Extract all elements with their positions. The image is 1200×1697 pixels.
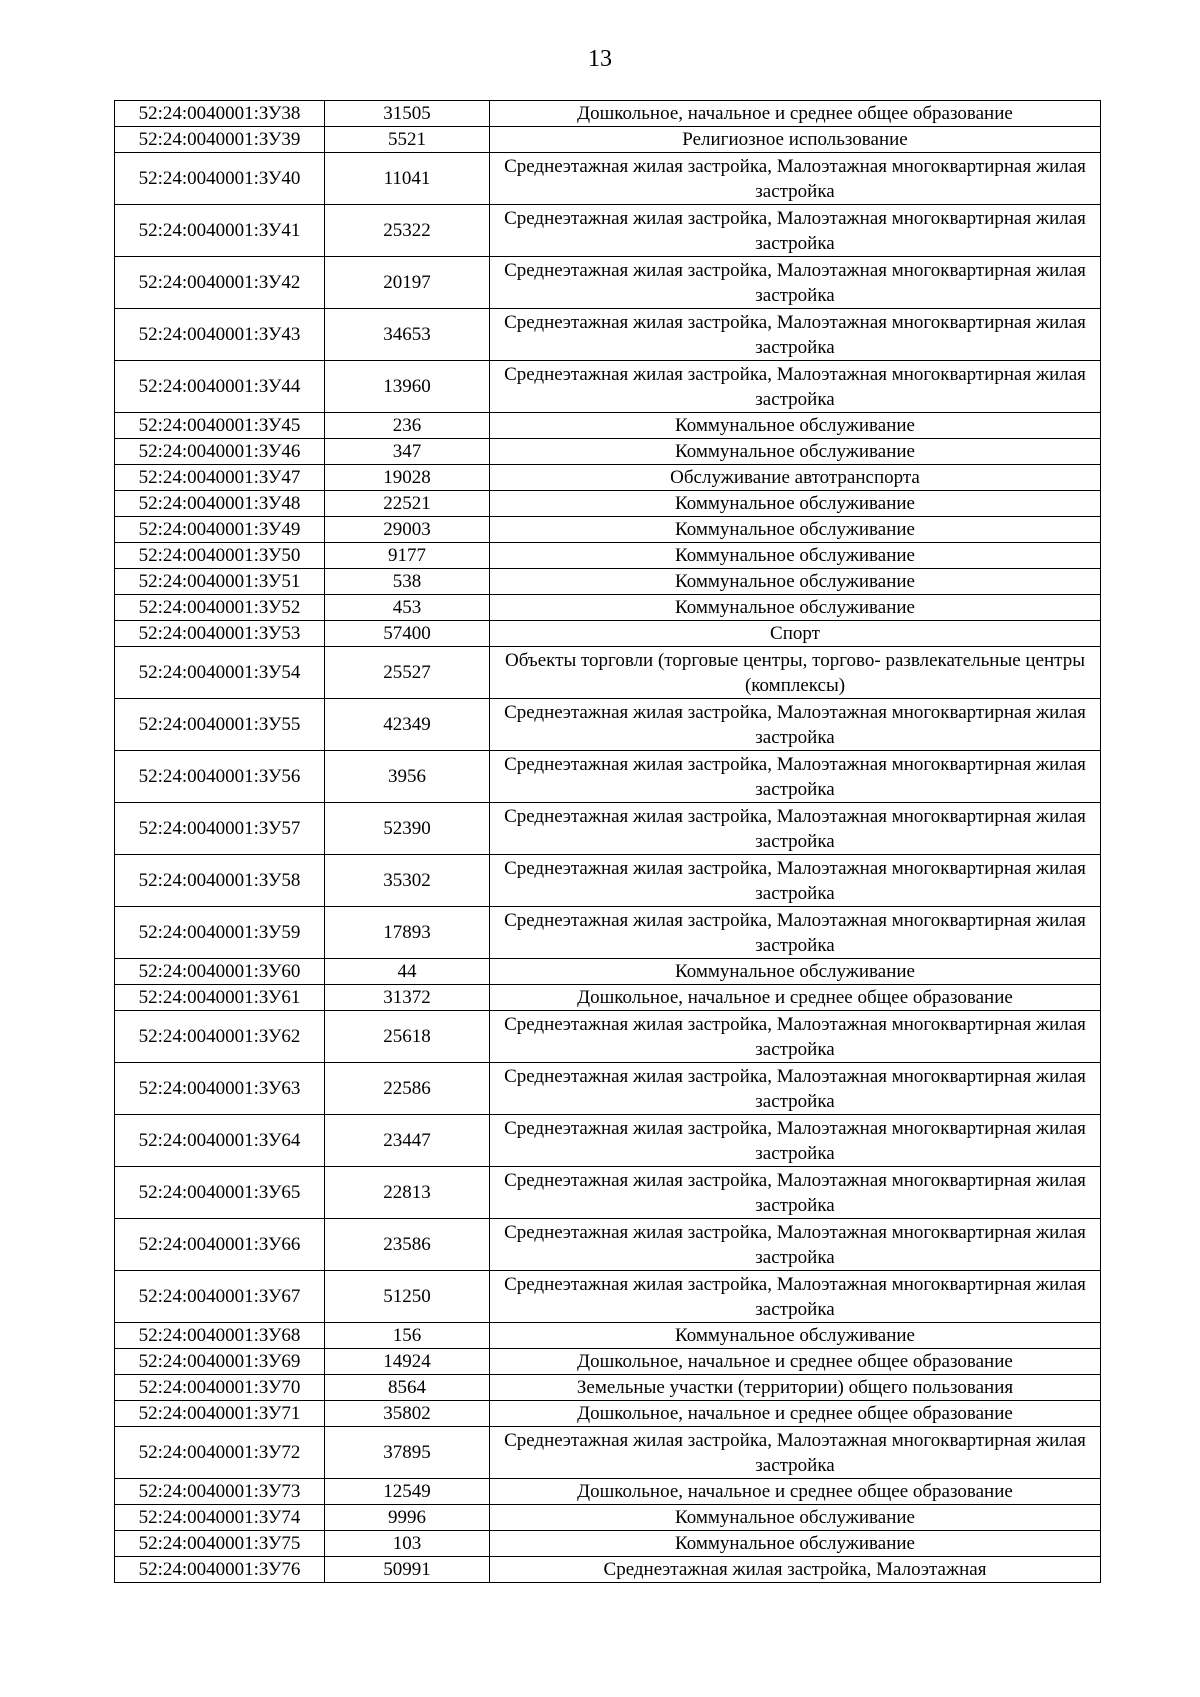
area-cell: 22813 — [325, 1167, 490, 1219]
land-use-cell: Дошкольное, начальное и среднее общее образование — [490, 1401, 1101, 1427]
table-row — [115, 907, 1101, 959]
cadastral-number-cell: 52:24:0040001:ЗУ66 — [115, 1219, 325, 1271]
land-use-cell: Среднеэтажная жилая застройка, Малоэтажная многоквартирная жилая застройка — [490, 699, 1101, 751]
area-cell: 22586 — [325, 1063, 490, 1115]
table-row — [115, 1115, 1101, 1167]
cadastral-number-cell: 52:24:0040001:ЗУ44 — [115, 361, 325, 413]
cadastral-number-cell: 52:24:0040001:ЗУ67 — [115, 1271, 325, 1323]
land-use-cell: Среднеэтажная жилая застройка, Малоэтажная многоквартирная жилая застройка — [490, 1011, 1101, 1063]
land-use-cell: Среднеэтажная жилая застройка, Малоэтажная многоквартирная жилая застройка — [490, 361, 1101, 413]
table-row — [115, 1427, 1101, 1479]
table-row — [115, 1531, 1101, 1557]
land-use-cell: Объекты торговли (торговые центры, торгово- развлекательные центры (комплексы) — [490, 647, 1101, 699]
land-use-cell: Среднеэтажная жилая застройка, Малоэтажная многоквартирная жилая застройка — [490, 1115, 1101, 1167]
table-row — [115, 491, 1101, 517]
table-row — [115, 439, 1101, 465]
table-row — [115, 413, 1101, 439]
cadastral-number-cell: 52:24:0040001:ЗУ38 — [115, 101, 325, 127]
cadastral-number-cell: 52:24:0040001:ЗУ40 — [115, 153, 325, 205]
area-cell: 20197 — [325, 257, 490, 309]
table-row — [115, 361, 1101, 413]
area-cell: 538 — [325, 569, 490, 595]
land-use-cell: Среднеэтажная жилая застройка, Малоэтажная многоквартирная жилая застройка — [490, 1271, 1101, 1323]
table-row — [115, 1167, 1101, 1219]
land-use-cell: Коммунальное обслуживание — [490, 1531, 1101, 1557]
land-use-cell: Коммунальное обслуживание — [490, 413, 1101, 439]
cadastral-number-cell: 52:24:0040001:ЗУ54 — [115, 647, 325, 699]
land-use-cell: Среднеэтажная жилая застройка, Малоэтажная многоквартирная жилая застройка — [490, 309, 1101, 361]
cadastral-number-cell: 52:24:0040001:ЗУ42 — [115, 257, 325, 309]
area-cell: 52390 — [325, 803, 490, 855]
area-cell: 25527 — [325, 647, 490, 699]
area-cell: 57400 — [325, 621, 490, 647]
table-row — [115, 1401, 1101, 1427]
area-cell: 31372 — [325, 985, 490, 1011]
table-row — [115, 205, 1101, 257]
area-cell: 156 — [325, 1323, 490, 1349]
area-cell: 35802 — [325, 1401, 490, 1427]
land-use-cell: Среднеэтажная жилая застройка, Малоэтажная многоквартирная жилая застройка — [490, 1219, 1101, 1271]
table-row — [115, 985, 1101, 1011]
land-use-cell: Коммунальное обслуживание — [490, 1505, 1101, 1531]
cadastral-number-cell: 52:24:0040001:ЗУ62 — [115, 1011, 325, 1063]
cadastral-number-cell: 52:24:0040001:ЗУ60 — [115, 959, 325, 985]
table-row — [115, 959, 1101, 985]
area-cell: 8564 — [325, 1375, 490, 1401]
table-row — [115, 569, 1101, 595]
land-use-cell: Дошкольное, начальное и среднее общее образование — [490, 101, 1101, 127]
cadastral-number-cell: 52:24:0040001:ЗУ65 — [115, 1167, 325, 1219]
area-cell: 44 — [325, 959, 490, 985]
area-cell: 50991 — [325, 1557, 490, 1583]
land-use-cell: Коммунальное обслуживание — [490, 595, 1101, 621]
table-row — [115, 543, 1101, 569]
cadastral-number-cell: 52:24:0040001:ЗУ76 — [115, 1557, 325, 1583]
table-row — [115, 101, 1101, 127]
table-row — [115, 621, 1101, 647]
cadastral-number-cell: 52:24:0040001:ЗУ64 — [115, 1115, 325, 1167]
table-row — [115, 647, 1101, 699]
land-use-cell: Среднеэтажная жилая застройка, Малоэтажная многоквартирная жилая застройка — [490, 855, 1101, 907]
table-row — [115, 465, 1101, 491]
land-plots-table — [114, 100, 1101, 1583]
table-row — [115, 1557, 1101, 1583]
area-cell: 34653 — [325, 309, 490, 361]
area-cell: 13960 — [325, 361, 490, 413]
cadastral-number-cell: 52:24:0040001:ЗУ74 — [115, 1505, 325, 1531]
land-use-cell: Среднеэтажная жилая застройка, Малоэтажная многоквартирная жилая застройка — [490, 153, 1101, 205]
cadastral-number-cell: 52:24:0040001:ЗУ41 — [115, 205, 325, 257]
area-cell: 12549 — [325, 1479, 490, 1505]
cadastral-number-cell: 52:24:0040001:ЗУ50 — [115, 543, 325, 569]
area-cell: 103 — [325, 1531, 490, 1557]
land-use-cell: Коммунальное обслуживание — [490, 569, 1101, 595]
cadastral-number-cell: 52:24:0040001:ЗУ55 — [115, 699, 325, 751]
table-row — [115, 127, 1101, 153]
area-cell: 25322 — [325, 205, 490, 257]
cadastral-number-cell: 52:24:0040001:ЗУ63 — [115, 1063, 325, 1115]
cadastral-number-cell: 52:24:0040001:ЗУ68 — [115, 1323, 325, 1349]
land-use-cell: Среднеэтажная жилая застройка, Малоэтажная многоквартирная жилая застройка — [490, 257, 1101, 309]
cadastral-number-cell: 52:24:0040001:ЗУ70 — [115, 1375, 325, 1401]
table-row — [115, 1011, 1101, 1063]
cadastral-number-cell: 52:24:0040001:ЗУ39 — [115, 127, 325, 153]
area-cell: 11041 — [325, 153, 490, 205]
area-cell: 51250 — [325, 1271, 490, 1323]
table-row — [115, 1219, 1101, 1271]
table-row — [115, 1375, 1101, 1401]
cadastral-number-cell: 52:24:0040001:ЗУ51 — [115, 569, 325, 595]
table-row — [115, 1271, 1101, 1323]
cadastral-number-cell: 52:24:0040001:ЗУ48 — [115, 491, 325, 517]
area-cell: 37895 — [325, 1427, 490, 1479]
land-use-cell: Среднеэтажная жилая застройка, Малоэтажная многоквартирная жилая застройка — [490, 803, 1101, 855]
table-row — [115, 1479, 1101, 1505]
cadastral-number-cell: 52:24:0040001:ЗУ61 — [115, 985, 325, 1011]
cadastral-number-cell: 52:24:0040001:ЗУ47 — [115, 465, 325, 491]
land-use-cell: Дошкольное, начальное и среднее общее образование — [490, 1479, 1101, 1505]
land-use-cell: Дошкольное, начальное и среднее общее образование — [490, 985, 1101, 1011]
cadastral-number-cell: 52:24:0040001:ЗУ71 — [115, 1401, 325, 1427]
cadastral-number-cell: 52:24:0040001:ЗУ75 — [115, 1531, 325, 1557]
land-use-cell: Среднеэтажная жилая застройка, Малоэтажная многоквартирная жилая застройка — [490, 1427, 1101, 1479]
table-row — [115, 1063, 1101, 1115]
table-row — [115, 699, 1101, 751]
land-use-cell: Среднеэтажная жилая застройка, Малоэтажная — [490, 1557, 1101, 1583]
area-cell: 236 — [325, 413, 490, 439]
area-cell: 3956 — [325, 751, 490, 803]
cadastral-number-cell: 52:24:0040001:ЗУ45 — [115, 413, 325, 439]
table-row — [115, 855, 1101, 907]
cadastral-number-cell: 52:24:0040001:ЗУ49 — [115, 517, 325, 543]
cadastral-number-cell: 52:24:0040001:ЗУ57 — [115, 803, 325, 855]
table-row — [115, 1505, 1101, 1531]
land-use-cell: Земельные участки (территории) общего пользования — [490, 1375, 1101, 1401]
land-use-cell: Коммунальное обслуживание — [490, 1323, 1101, 1349]
cadastral-number-cell: 52:24:0040001:ЗУ69 — [115, 1349, 325, 1375]
land-use-cell: Коммунальное обслуживание — [490, 491, 1101, 517]
area-cell: 35302 — [325, 855, 490, 907]
land-use-cell: Среднеэтажная жилая застройка, Малоэтажная многоквартирная жилая застройка — [490, 1167, 1101, 1219]
land-use-cell: Коммунальное обслуживание — [490, 517, 1101, 543]
table-row — [115, 153, 1101, 205]
table-body — [115, 101, 1101, 1583]
table-row — [115, 803, 1101, 855]
area-cell: 14924 — [325, 1349, 490, 1375]
area-cell: 17893 — [325, 907, 490, 959]
land-use-cell: Среднеэтажная жилая застройка, Малоэтажная многоквартирная жилая застройка — [490, 1063, 1101, 1115]
table-row — [115, 517, 1101, 543]
cadastral-number-cell: 52:24:0040001:ЗУ46 — [115, 439, 325, 465]
table-row — [115, 595, 1101, 621]
area-cell: 29003 — [325, 517, 490, 543]
area-cell: 25618 — [325, 1011, 490, 1063]
area-cell: 22521 — [325, 491, 490, 517]
area-cell: 347 — [325, 439, 490, 465]
land-use-cell: Среднеэтажная жилая застройка, Малоэтажная многоквартирная жилая застройка — [490, 751, 1101, 803]
area-cell: 9177 — [325, 543, 490, 569]
land-use-cell: Религиозное использование — [490, 127, 1101, 153]
cadastral-number-cell: 52:24:0040001:ЗУ59 — [115, 907, 325, 959]
land-use-cell: Коммунальное обслуживание — [490, 439, 1101, 465]
area-cell: 19028 — [325, 465, 490, 491]
cadastral-number-cell: 52:24:0040001:ЗУ56 — [115, 751, 325, 803]
table-row — [115, 1349, 1101, 1375]
land-use-cell: Дошкольное, начальное и среднее общее образование — [490, 1349, 1101, 1375]
land-use-cell: Коммунальное обслуживание — [490, 543, 1101, 569]
land-use-cell: Спорт — [490, 621, 1101, 647]
area-cell: 42349 — [325, 699, 490, 751]
area-cell: 23586 — [325, 1219, 490, 1271]
land-use-cell: Среднеэтажная жилая застройка, Малоэтажная многоквартирная жилая застройка — [490, 907, 1101, 959]
area-cell: 9996 — [325, 1505, 490, 1531]
page-number: 13 — [588, 46, 612, 72]
area-cell: 31505 — [325, 101, 490, 127]
land-use-cell: Обслуживание автотранспорта — [490, 465, 1101, 491]
table-row — [115, 257, 1101, 309]
land-use-cell: Среднеэтажная жилая застройка, Малоэтажная многоквартирная жилая застройка — [490, 205, 1101, 257]
area-cell: 23447 — [325, 1115, 490, 1167]
cadastral-number-cell: 52:24:0040001:ЗУ52 — [115, 595, 325, 621]
cadastral-number-cell: 52:24:0040001:ЗУ53 — [115, 621, 325, 647]
area-cell: 453 — [325, 595, 490, 621]
cadastral-number-cell: 52:24:0040001:ЗУ73 — [115, 1479, 325, 1505]
area-cell: 5521 — [325, 127, 490, 153]
cadastral-number-cell: 52:24:0040001:ЗУ43 — [115, 309, 325, 361]
table-row — [115, 1323, 1101, 1349]
land-use-cell: Коммунальное обслуживание — [490, 959, 1101, 985]
cadastral-number-cell: 52:24:0040001:ЗУ58 — [115, 855, 325, 907]
table-row — [115, 309, 1101, 361]
table-row — [115, 751, 1101, 803]
cadastral-number-cell: 52:24:0040001:ЗУ72 — [115, 1427, 325, 1479]
